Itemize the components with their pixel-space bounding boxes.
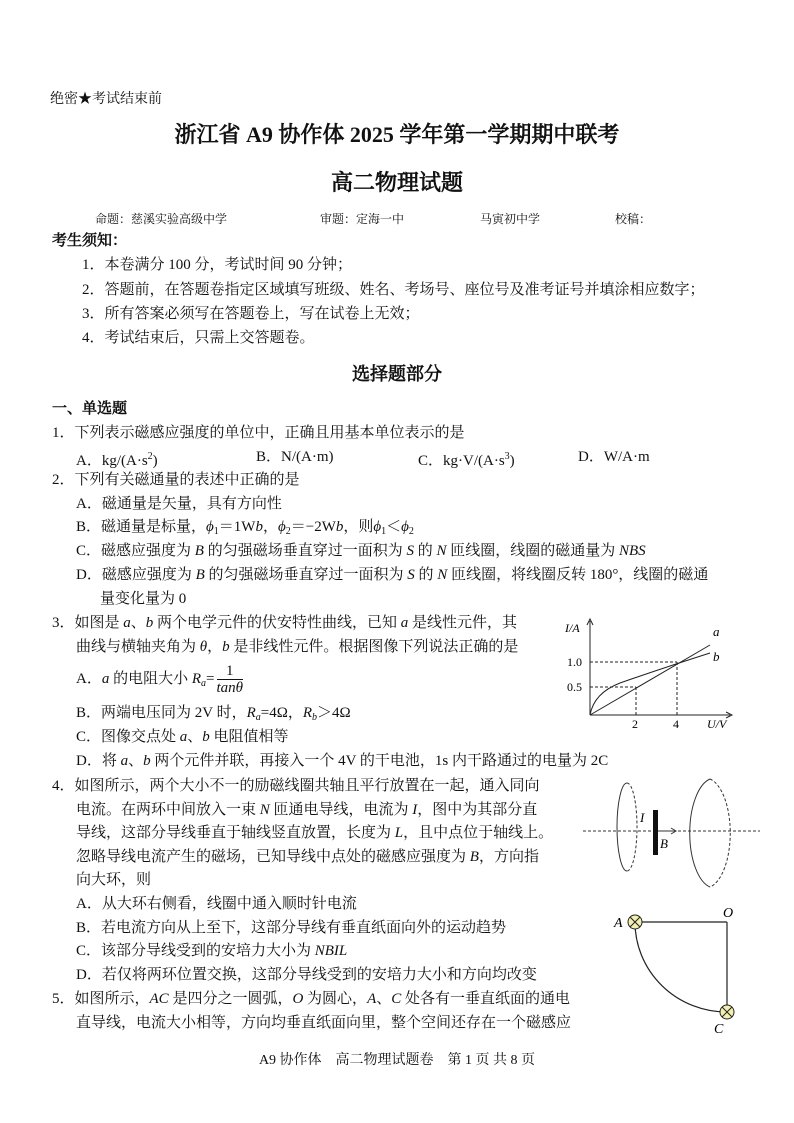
text-segment: 匝线圈，线圈的磁通量为 [446, 543, 619, 559]
q4-line [76, 848, 539, 866]
q3-stem-2 [76, 638, 518, 656]
notice-item: 2．答题前，在答题卷指定区域填写班级、姓名、考场号、座位号及准考证号并填涂相应数字； [82, 282, 705, 298]
text-segment: L [394, 825, 404, 841]
text-segment: b [202, 729, 210, 745]
section-title: 选择题部分 [352, 364, 442, 384]
y-tick: 1.0 [567, 655, 582, 669]
q2-option-c [76, 542, 646, 560]
text-segment: ＜ [386, 519, 402, 535]
q2-option-b [76, 518, 414, 541]
text-segment: B．若电流方向从上至下，这部分导线有垂直纸面向外的运动趋势 [76, 920, 507, 936]
q4-line [76, 871, 151, 889]
x-tick: 4 [673, 717, 679, 730]
coil-figure [580, 775, 770, 890]
fraction [217, 663, 244, 696]
wire [653, 810, 658, 855]
text-segment: 5．如图所示， [52, 991, 150, 1007]
text-segment: NBS [619, 543, 646, 559]
text-segment: 直导线，电流大小相等，方向均垂直纸面向里，整个空间还存在一个磁感应 [76, 1015, 572, 1031]
credit-author: 命题：慈溪实验高级中学 [95, 212, 228, 226]
q1-option-a [76, 448, 158, 470]
notice-heading: 考生须知： [52, 233, 128, 249]
text-segment: S [407, 567, 415, 583]
text-segment: B．N/(A·m) [256, 449, 334, 465]
q5-line [76, 1014, 571, 1032]
text-segment: 忽略导线电流产生的磁场，已知导线中点处的磁感应强度为 [76, 849, 470, 865]
text-segment: N [437, 567, 448, 583]
current-label: I [640, 810, 645, 825]
exam-subtitle: 高二物理试题 [330, 170, 463, 195]
text-segment: B．两端电压同为 2V 时， [76, 705, 247, 721]
text-segment: R [246, 705, 256, 721]
text-segment: b [145, 615, 154, 631]
text-segment: A．磁通量是矢量，具有方向性 [76, 496, 282, 512]
text-segment: A． [76, 671, 102, 687]
part-title: 一、单选题 [52, 401, 128, 417]
text-segment: b [222, 639, 230, 655]
text-segment: θ [199, 639, 208, 655]
q3-option-a [76, 662, 243, 701]
text-segment: 电阻值相等 [209, 729, 289, 745]
iv-curve-figure [560, 615, 740, 730]
q3-option-d [76, 752, 608, 770]
q2-option-d [76, 566, 708, 584]
fraction-numerator: 1 [217, 663, 244, 680]
text-segment: =4Ω， [260, 705, 303, 721]
text-segment: 匝通电导线，电流为 [269, 802, 413, 818]
text-segment: 、 [376, 991, 392, 1007]
text-segment: 、 [128, 753, 144, 769]
text-segment: D．将 [76, 753, 121, 769]
text-segment: 2 [147, 451, 153, 462]
text-segment: D．W/A·m [578, 449, 650, 465]
point-a: A [614, 916, 623, 931]
text-segment: 、 [130, 615, 146, 631]
text-segment: a [255, 712, 261, 723]
field-label: B [660, 836, 668, 851]
text-segment: ，则 [343, 519, 374, 535]
text-segment: S [406, 543, 414, 559]
text-segment: ， [262, 519, 278, 535]
text-segment: 匝线圈，将线圈反转 180°，线圈的磁通 [447, 567, 709, 583]
text-segment: 、 [187, 729, 203, 745]
text-segment: R [191, 671, 202, 687]
text-segment: N [259, 802, 270, 818]
q2-option-d-cont [100, 590, 186, 608]
text-segment: ϕ [373, 519, 382, 535]
text-segment: b [143, 753, 151, 769]
text-segment: a [120, 753, 129, 769]
text-segment: C．kg·V/(A·s [418, 453, 505, 469]
text-segment: 2 [408, 526, 414, 537]
text-segment: ＞4Ω [317, 705, 351, 721]
q4-line [76, 824, 553, 842]
text-segment: 量变化量为 0 [100, 591, 187, 607]
text-segment: ， [207, 639, 223, 655]
text-segment: b [335, 519, 344, 535]
text-segment: a [179, 729, 188, 745]
text-segment: = [206, 671, 215, 687]
text-segment: 曲线与横轴夹角为 [76, 639, 200, 655]
text-segment: 的匀强磁场垂直穿过一面积为 [203, 543, 407, 559]
text-segment: B [194, 543, 204, 559]
arc-figure [610, 900, 760, 1040]
text-segment: NBIL [314, 943, 348, 959]
q1-option-d [578, 448, 650, 466]
text-segment: R [302, 705, 313, 721]
q1-option-b [256, 448, 334, 466]
text-segment: 1 [381, 526, 387, 537]
text-segment: C [391, 991, 402, 1007]
text-segment: B．磁通量是标量， [76, 519, 207, 535]
q1-option-c [418, 448, 515, 470]
text-segment: a [101, 671, 110, 687]
q4-option-b [76, 919, 506, 937]
confidential-label: 绝密★考试结束前 [50, 92, 162, 107]
text-segment: ＝−2W [290, 519, 336, 535]
text-segment: C．该部分导线受到的安培力大小为 [76, 943, 315, 959]
wire-into-page-icon [628, 915, 642, 929]
text-segment: a [400, 615, 409, 631]
text-segment: I [412, 802, 418, 818]
text-segment: ，方向指 [478, 849, 539, 865]
text-segment: b [255, 519, 263, 535]
text-segment: ) [509, 453, 515, 469]
q4-line [76, 801, 537, 819]
text-segment: 向大环，则 [76, 872, 152, 888]
text-segment: 是线性元件，其 [408, 615, 518, 631]
text-segment: ＝1W [218, 519, 256, 535]
text-segment: ϕ [401, 519, 409, 535]
text-segment: B [469, 849, 479, 865]
text-segment: 为圆心， [303, 991, 368, 1007]
text-segment: a [201, 678, 207, 689]
x-tick: 2 [632, 717, 638, 730]
text-segment: ϕ [206, 519, 214, 535]
text-segment: A [367, 991, 377, 1007]
page-footer: A9 协作体 高二物理试题卷 第 1 页 共 8 页 [258, 1053, 536, 1068]
q2-option-a [76, 495, 282, 513]
text-segment: ϕ [277, 519, 286, 535]
text-segment: 电流。在两环中间放入一束 [76, 802, 260, 818]
text-segment: A．kg/(A·s [76, 453, 148, 469]
text-segment: O [292, 991, 304, 1007]
wire-into-page-icon [720, 1005, 734, 1019]
text-segment: 1 [213, 526, 219, 537]
text-segment: C．磁感应强度为 [76, 543, 195, 559]
text-segment: 3 [504, 451, 510, 462]
text-segment: 的电阻大小 [109, 671, 192, 687]
text-segment: 处各有一垂直纸面的通电 [401, 991, 571, 1007]
text-segment: 的 [413, 543, 437, 559]
text-segment: 的 [414, 567, 438, 583]
point-o: O [723, 906, 734, 921]
q2-stem [52, 471, 300, 489]
credit-proofreader: 校稿： [615, 212, 652, 226]
q3-stem-1 [52, 614, 517, 632]
text-segment: 导线，这部分导线垂直于轴线竖直放置，长度为 [76, 825, 395, 841]
notice-item: 3．所有答案必须写在答题卷上，写在试卷上无效； [82, 306, 420, 322]
text-segment: 两个电学元件的伏安特性曲线，已知 [153, 615, 401, 631]
text-segment: ，且中点位于轴线上。 [403, 825, 554, 841]
text-segment: 1．下列表示磁感应强度的单位中，正确且用基本单位表示的是 [52, 425, 465, 441]
text-segment: 4．如图所示，两个大小不一的励磁线圈共轴且平行放置在一起，通入同向 [52, 778, 540, 794]
y-axis-label: I/A [565, 621, 580, 635]
text-segment: 是四分之一圆弧， [168, 991, 293, 1007]
q4-option-d [76, 966, 537, 984]
text-segment: D．若仅将两环位置交换，这部分导线受到的安培力大小和方向均改变 [76, 967, 537, 983]
q3-option-c [76, 728, 289, 746]
q4-option-a [76, 895, 357, 913]
text-segment: B [195, 567, 205, 583]
text-segment: 的匀强磁场垂直穿过一面积为 [204, 567, 408, 583]
credit-reviewer: 审题：定海一中 [320, 212, 405, 226]
text-segment: ，图中为其部分直 [417, 802, 538, 818]
text-segment: AC [149, 991, 169, 1007]
notice-item: 4．考试结束后，只需上交答题卷。 [82, 330, 315, 346]
q3-option-a-text [76, 671, 215, 687]
text-segment: 3．如图是 [52, 615, 124, 631]
text-segment: a [123, 615, 131, 631]
q5-line [52, 990, 570, 1008]
curve-a [590, 645, 710, 715]
text-segment: A．从大环右侧看，线圈中通入顺时针电流 [76, 896, 357, 912]
q4-line [52, 777, 540, 795]
q3-option-b [76, 704, 351, 727]
text-segment: b [312, 712, 318, 723]
x-axis-label: U/V [707, 717, 727, 730]
notice-item: 1．本卷满分 100 分，考试时间 90 分钟； [82, 257, 353, 273]
exam-title: 浙江省 A9 协作体 2025 学年第一学期期中联考 [174, 122, 620, 147]
label-b: b [713, 649, 720, 664]
text-segment: C．图像交点处 [76, 729, 180, 745]
text-segment: N [436, 543, 447, 559]
text-segment: 2 [285, 526, 291, 537]
credit-reviewer-2: 马寅初中学 [480, 212, 541, 226]
fraction-denominator: tanθ [216, 680, 244, 697]
text-segment: ) [152, 453, 158, 469]
q4-option-c [76, 942, 347, 960]
text-segment: D．磁感应强度为 [76, 567, 196, 583]
y-tick: 0.5 [567, 680, 582, 694]
text-segment: 2．下列有关磁通量的表述中正确的是 [52, 472, 300, 488]
text-segment: 是非线性元件。根据图像下列说法正确的是 [229, 639, 519, 655]
text-segment: 两个元件并联，再接入一个 4V 的干电池，1s 内干路通过的电量为 2C [150, 753, 609, 769]
point-c: C [714, 1022, 724, 1037]
label-a: a [713, 624, 720, 639]
q1-stem [52, 424, 465, 442]
